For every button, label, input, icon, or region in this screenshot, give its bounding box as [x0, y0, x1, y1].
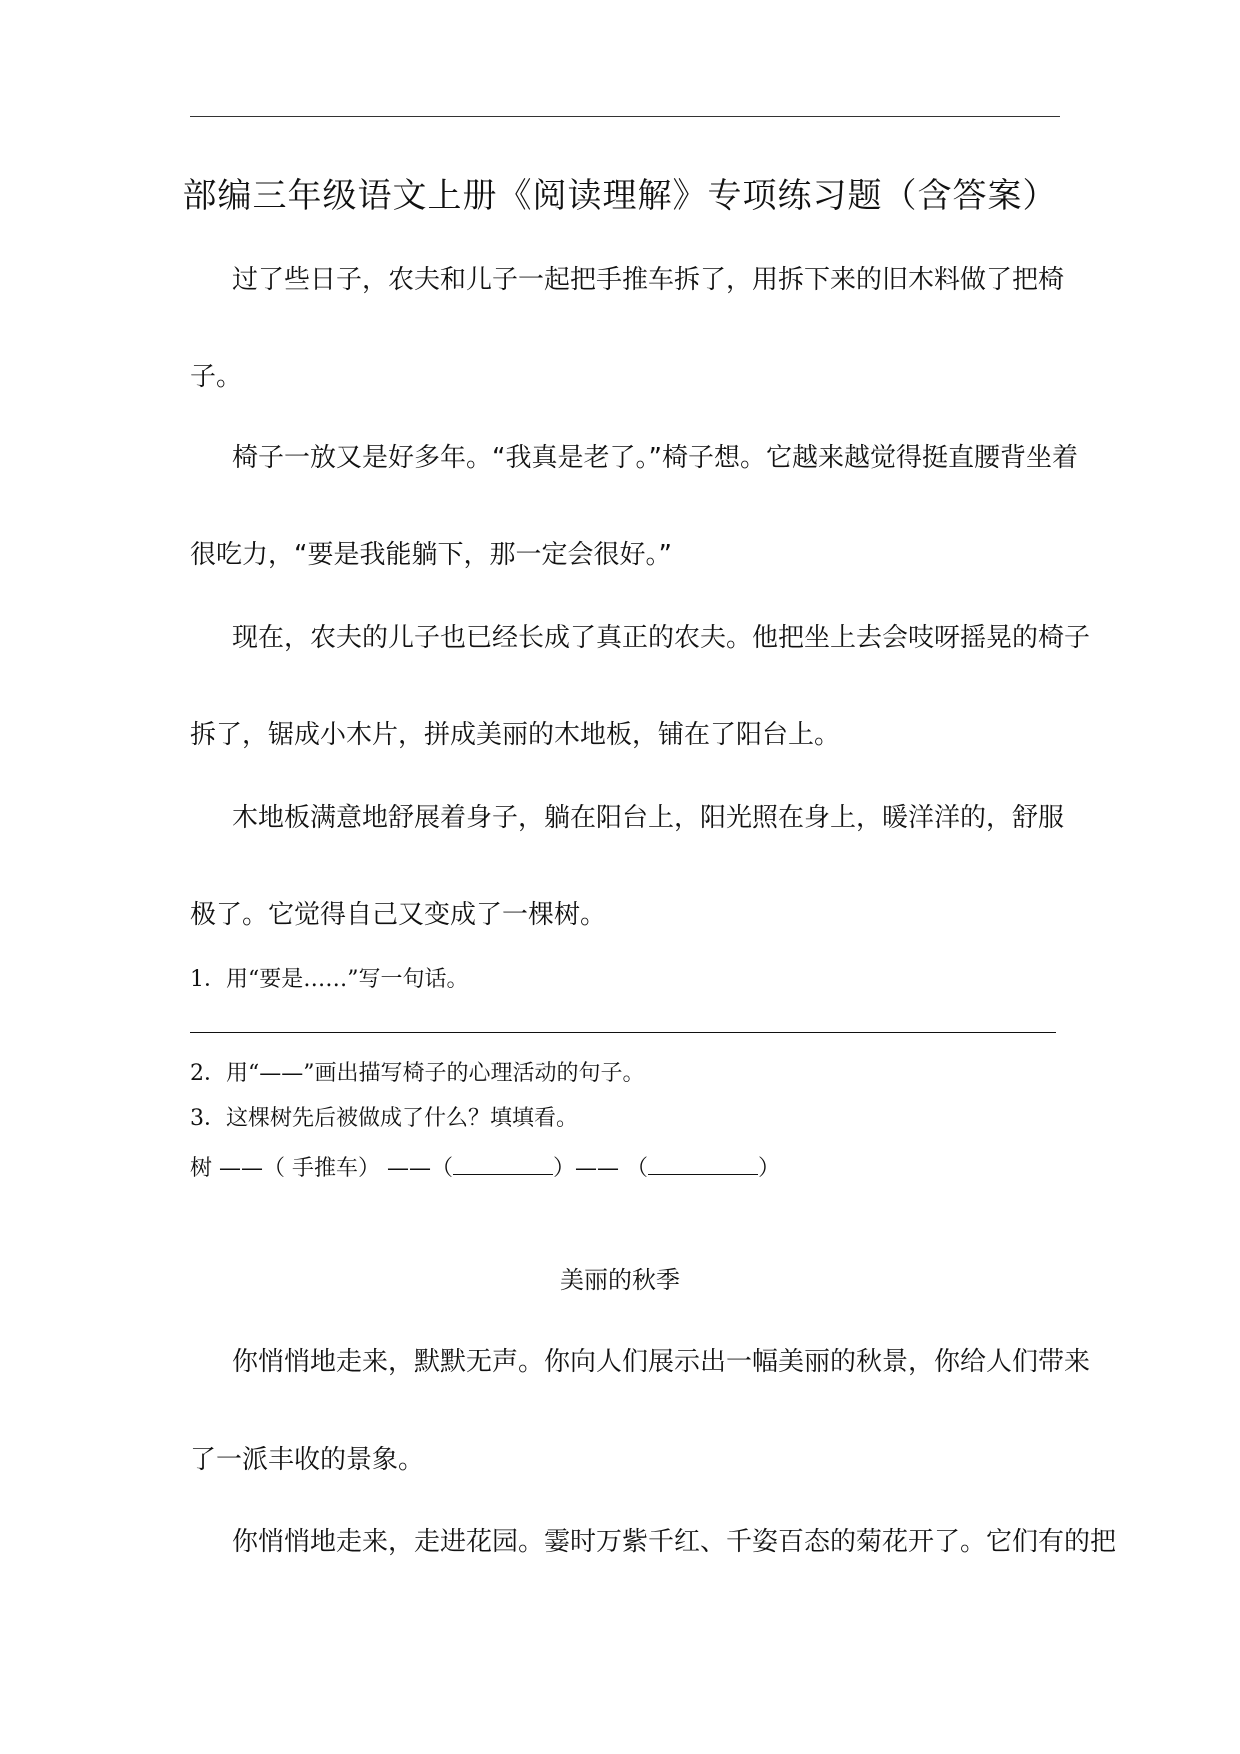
question-1: 1．用“要是……”写一句话。 [190, 967, 469, 992]
passage1-para1-line2: 子。 [190, 362, 243, 392]
question-2: 2．用“——”画出描写椅子的心理活动的句子。 [190, 1061, 645, 1086]
passage2-para1-line2: 了一派丰收的景象。 [190, 1445, 425, 1475]
passage1-para4-line1: 木地板满意地舒展着身子，躺在阳台上，阳光照在身上，暖洋洋的，舒服 [232, 803, 1065, 833]
passage1-para3-line2: 拆了，锯成小木片，拼成美丽的木地板，铺在了阳台上。 [190, 720, 841, 750]
question-3-fill-row [190, 1148, 780, 1186]
passage2-para2-line1: 你悄悄地走来，走进花园。霎时万紫千红、千姿百态的菊花开了。它们有的把 [232, 1527, 1117, 1557]
passage1-para2-line2: 很吃力，“要是我能躺下，那一定会很好。” [190, 540, 672, 570]
passage1-para4-line2: 极了。它觉得自己又变成了一棵树。 [190, 900, 607, 930]
question-3-blank-1[interactable] [453, 1148, 553, 1175]
passage1-para2-line1: 椅子一放又是好多年。“我真是老了。”椅子想。它越来越觉得挺直腰背坐着 [232, 443, 1078, 473]
question-3-blank-2[interactable] [648, 1148, 758, 1175]
passage1-para3-line1: 现在，农夫的儿子也已经长成了真正的农夫。他把坐上去会吱呀摇晃的椅子 [232, 623, 1091, 653]
passage2-title: 美丽的秋季 [560, 1266, 680, 1294]
question-3-chain-end: ） [757, 1156, 780, 1181]
question-3-chain-start: 树 ——（ 手推车） ——（ [190, 1156, 453, 1181]
passage1-para1-line1: 过了些日子，农夫和儿子一起把手推车拆了，用拆下来的旧木料做了把椅 [232, 265, 1065, 295]
page-title: 部编三年级语文上册《阅读理解》专项练习题（含答案） [182, 176, 1058, 216]
question-3: 3．这棵树先后被做成了什么？填填看。 [190, 1106, 578, 1131]
header-rule [190, 116, 1060, 117]
passage2-para1-line1: 你悄悄地走来，默默无声。你向人们展示出一幅美丽的秋景，你给人们带来 [232, 1347, 1091, 1377]
question-1-answer-line[interactable] [190, 1032, 1056, 1033]
question-3-chain-middle: ）—— （ [552, 1156, 648, 1181]
